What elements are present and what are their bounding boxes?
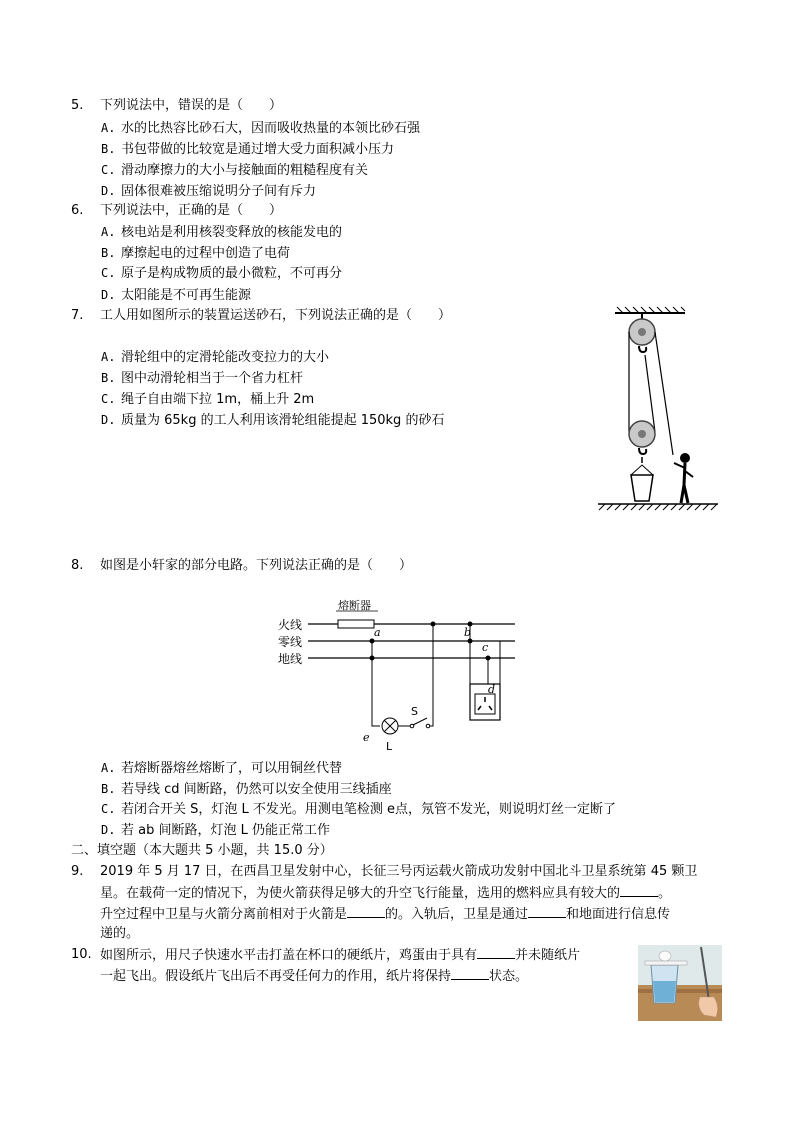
option-text: 原子是构成物质的最小微粒，不可再分 bbox=[121, 266, 343, 281]
option-text: 核电站是利用核裂变释放的核能发电的 bbox=[121, 225, 343, 240]
q9-line-4: 递的。 bbox=[100, 926, 140, 941]
option-text: 质量为 65kg 的工人利用该滑轮组能提起 150kg 的砂石 bbox=[121, 413, 445, 428]
q8-stem: 如图是小轩家的部分电路。下列说法正确的是（ ） bbox=[100, 558, 413, 573]
option-text: 书包带做的比较宽是通过增大受力面积减小压力 bbox=[121, 142, 395, 157]
option-text: 摩擦起电的过程中创造了电荷 bbox=[121, 246, 291, 261]
option-text: 若 ab 间断路，灯泡 L 仍能正常工作 bbox=[121, 823, 330, 838]
fuse-label: 熔断器 bbox=[338, 599, 371, 612]
option-text: 若导线 cd 间断路，仍然可以安全使用三线插座 bbox=[121, 782, 392, 797]
circuit-diagram bbox=[270, 594, 520, 754]
q5-option-c bbox=[101, 161, 368, 180]
ceiling-mount bbox=[615, 307, 685, 319]
option-tag: B. bbox=[101, 782, 116, 796]
q5-option-d bbox=[101, 182, 316, 201]
neutral-wire-label: 零线 bbox=[278, 635, 303, 649]
option-tag: A. bbox=[101, 350, 116, 364]
answer-blank[interactable] bbox=[620, 884, 658, 897]
q7-number: 7. bbox=[71, 308, 84, 323]
q5-stem: 下列说法中，错误的是（ ） bbox=[100, 98, 283, 113]
q6-option-a bbox=[101, 223, 342, 242]
movable-pulley bbox=[629, 421, 655, 463]
switch-icon bbox=[410, 718, 430, 728]
q6-stem: 下列说法中，正确的是（ ） bbox=[100, 203, 283, 218]
q7-option-c bbox=[101, 390, 314, 409]
point-b-label: b bbox=[464, 626, 472, 639]
option-tag: D. bbox=[101, 184, 116, 198]
option-text: 固体很难被压缩说明分子间有斥力 bbox=[121, 184, 317, 199]
cup-icon bbox=[651, 965, 678, 1003]
option-text: 若熔断器熔丝熔断了，可以用铜丝代替 bbox=[121, 761, 343, 776]
point-a-label: a bbox=[374, 626, 381, 639]
q10-text: 状态。 bbox=[489, 969, 529, 984]
option-tag: C. bbox=[101, 802, 116, 816]
section-heading: 二、填空题（本大题共 5 小题，共 15.0 分） bbox=[71, 843, 333, 858]
answer-blank[interactable] bbox=[477, 946, 515, 959]
fuse bbox=[338, 620, 374, 628]
q10-line-2 bbox=[100, 967, 528, 986]
option-tag: C. bbox=[101, 163, 116, 177]
q6-number: 6. bbox=[71, 203, 84, 218]
q8-option-d bbox=[101, 821, 330, 840]
option-tag: D. bbox=[101, 413, 116, 427]
option-tag: C. bbox=[101, 266, 116, 280]
option-tag: B. bbox=[101, 371, 116, 385]
q8-option-a bbox=[101, 759, 342, 778]
card bbox=[645, 961, 687, 965]
q5-number: 5. bbox=[71, 98, 84, 113]
q8-option-b bbox=[101, 780, 392, 799]
option-text: 若闭合开关 S，灯泡 L 不发光。用测电笔检测 e点，氖管不发光，则说明灯丝一定断了 bbox=[121, 802, 617, 817]
q7-option-d bbox=[101, 411, 444, 430]
q9-line-3 bbox=[100, 905, 670, 924]
q10-number: 10. bbox=[71, 947, 92, 962]
q7-option-b bbox=[101, 369, 303, 388]
point-e-label: e bbox=[363, 731, 370, 744]
q10-text: 并未随纸片 bbox=[515, 948, 581, 963]
q6-option-d bbox=[101, 286, 251, 305]
ground-wire-label: 地线 bbox=[278, 652, 303, 666]
option-tag: D. bbox=[101, 823, 116, 837]
option-tag: D. bbox=[101, 288, 116, 302]
q10-text: 如图所示，用尺子快速水平击打盖在杯口的硬纸片，鸡蛋由于具有 bbox=[100, 948, 478, 963]
answer-blank[interactable] bbox=[528, 905, 566, 918]
option-text: 图中动滑轮相当于一个省力杠杆 bbox=[121, 371, 304, 386]
point-d-label: d bbox=[488, 683, 496, 696]
q9-text: 的。入轨后，卫星是通过 bbox=[385, 907, 529, 922]
egg-icon bbox=[659, 951, 671, 961]
q9-line-2 bbox=[100, 884, 671, 903]
q7-stem: 工人用如图所示的装置运送砂石，下列说法正确的是（ ） bbox=[100, 308, 452, 323]
bucket bbox=[631, 465, 653, 501]
q9-text: 。 bbox=[658, 886, 672, 901]
worker-icon bbox=[674, 453, 693, 503]
q8-number: 8. bbox=[71, 558, 84, 573]
q9-line-1: 2019 年 5 月 17 日，在西昌卫星发射中心，长征三号丙运载火箭成功发射中国北斗卫星系统第 45 颗卫 bbox=[100, 864, 698, 879]
option-tag: A. bbox=[101, 121, 116, 135]
switch-label: S bbox=[411, 705, 418, 718]
q10-line-1 bbox=[100, 946, 580, 965]
q5-option-b bbox=[101, 140, 394, 159]
q8-option-c bbox=[101, 800, 616, 819]
point-c-label: c bbox=[482, 641, 489, 654]
option-tag: A. bbox=[101, 761, 116, 775]
option-text: 太阳能是不可再生能源 bbox=[121, 288, 252, 303]
answer-blank[interactable] bbox=[451, 967, 489, 980]
q7-option-a bbox=[101, 348, 329, 367]
option-text: 滑轮组中的定滑轮能改变拉力的大小 bbox=[121, 350, 330, 365]
option-tag: A. bbox=[101, 225, 116, 239]
option-text: 滑动摩擦力的大小与接触面的粗糙程度有关 bbox=[121, 163, 369, 178]
option-tag: B. bbox=[101, 246, 116, 260]
option-tag: B. bbox=[101, 142, 116, 156]
ground bbox=[598, 504, 718, 510]
cup-egg-figure bbox=[638, 945, 722, 1021]
q6-option-b bbox=[101, 244, 290, 263]
q9-number: 9. bbox=[71, 864, 84, 879]
q9-text: 和地面进行信息传 bbox=[566, 907, 671, 922]
q10-text: 一起飞出。假设纸片飞出后不再受任何力的作用，纸片将保持 bbox=[100, 969, 452, 984]
q5-option-a bbox=[101, 119, 420, 138]
live-wire-label: 火线 bbox=[278, 618, 303, 632]
option-text: 水的比热容比砂石大，因而吸收热量的本领比砂石强 bbox=[121, 121, 421, 136]
option-text: 绳子自由端下拉 1m，桶上升 2m bbox=[121, 392, 315, 407]
lamp-label: L bbox=[386, 740, 393, 753]
fixed-pulley bbox=[629, 319, 655, 352]
q6-option-c bbox=[101, 264, 342, 283]
q9-text: 星。在载荷一定的情况下，为使火箭获得足够大的升空飞行能量，选用的燃料应具有较大的 bbox=[100, 886, 621, 901]
pulley-figure bbox=[593, 305, 723, 515]
option-tag: C. bbox=[101, 392, 116, 406]
answer-blank[interactable] bbox=[347, 905, 385, 918]
q9-text: 升空过程中卫星与火箭分离前相对于火箭是 bbox=[100, 907, 348, 922]
